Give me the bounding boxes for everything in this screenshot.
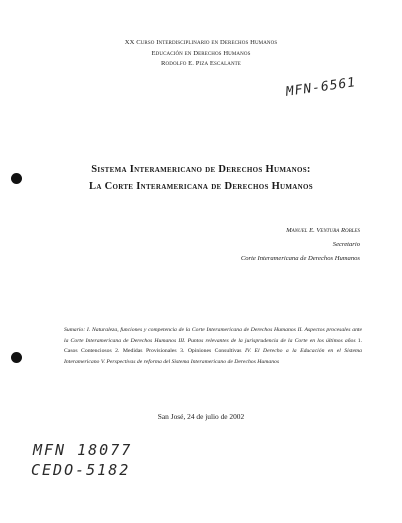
title-line-2: La Corte Interamericana de Derechos Humanos <box>89 181 313 192</box>
summary-item-1: I. Naturaleza, funciones y competencia de la Corte Interamericana de Derechos Humanos <box>86 327 296 333</box>
course-title: XX Curso Interdisciplinario en Derechos Humanos <box>124 39 278 46</box>
summary-item-3: III. Puntos relevantes de la jurisprudencia de la Corte en los últimos años <box>178 337 356 344</box>
summary-label: Sumario: <box>64 327 86 333</box>
summary-paragraph <box>64 325 362 367</box>
place-and-date: San José, 24 de julio de 2002 <box>157 412 245 421</box>
course-honoree: Rodolfo E. Piza Escalante <box>161 60 241 68</box>
author-block <box>241 224 360 266</box>
title-line-1: Sistema Interamericano de Derechos Humanos: <box>91 164 311 175</box>
punch-hole-bottom <box>11 352 22 363</box>
document-title <box>0 161 402 195</box>
course-subtitle: Educación en Derechos Humanos <box>151 49 251 57</box>
summary-item-3-subitems: 1. Casos Contenciosos 2. Medidas Provisionales 3. Opiniones Consultivas <box>64 337 363 355</box>
author-name: Manuel E. Ventura Robles <box>286 227 360 234</box>
summary-item-2: II. Aspectos procesales ante la Corte Interamericana de Derechos Humanos <box>64 327 363 344</box>
handwritten-reference-mfn: MFN 18077 <box>33 441 133 459</box>
course-header <box>0 38 402 70</box>
summary-item-4: IV. El Derecho a la Educación en el Sistema Interamericano <box>64 348 362 365</box>
author-institution: Corte Interamericana de Derechos Humanos <box>240 255 360 262</box>
summary-item-5: V. Perspectivas de reforma del Sistema Interamericano de Derechos Humanos <box>100 358 280 365</box>
handwritten-reference-cedo: CEDO-5182 <box>31 461 131 479</box>
handwritten-reference-top: MFN-6561 <box>285 75 358 100</box>
author-role: Secretario <box>332 241 360 248</box>
